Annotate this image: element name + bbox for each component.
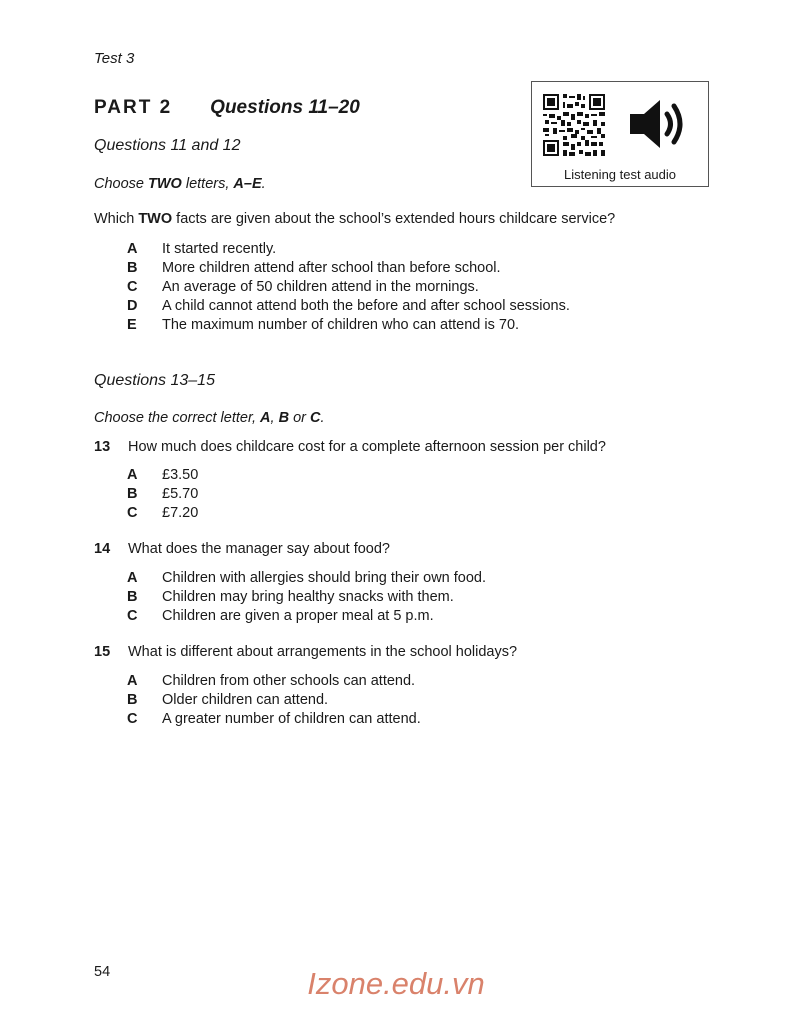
option-letter: C <box>127 505 138 521</box>
section-title-13-15: Questions 13–15 <box>94 372 215 389</box>
option-text: An average of 50 children attend in the mornings. <box>162 279 479 295</box>
option-text: £7.20 <box>162 505 199 521</box>
option-row[interactable] <box>127 710 421 729</box>
option-text: A child cannot attend both the before and after school sessions. <box>162 298 570 314</box>
question-13 <box>94 439 606 455</box>
instruction-bold: B <box>278 410 290 426</box>
option-row[interactable] <box>127 672 421 691</box>
option-letter: A <box>127 241 138 257</box>
option-letter: B <box>127 260 138 276</box>
page-number: 54 <box>94 964 111 980</box>
option-row[interactable] <box>127 607 486 626</box>
qr-code-icon <box>541 92 607 158</box>
option-letter: B <box>127 589 138 605</box>
speaker-icon <box>628 96 690 152</box>
question-text: Which <box>94 211 139 227</box>
option-row[interactable] <box>127 259 570 278</box>
question-number: 14 <box>94 541 111 557</box>
section-title-11-12: Questions 11 and 12 <box>94 137 241 154</box>
option-text: Children from other schools can attend. <box>162 673 416 689</box>
question-text: What is different about arrangements in the school holidays? <box>128 644 518 660</box>
question-15 <box>94 644 517 660</box>
question-text: What does the manager say about food? <box>128 541 390 557</box>
options-11-12 <box>127 240 570 335</box>
instruction-text: . <box>320 410 325 426</box>
option-text: It started recently. <box>162 241 277 257</box>
option-row[interactable] <box>127 504 198 523</box>
question-14 <box>94 541 390 557</box>
option-text: Children with allergies should bring their own food. <box>162 570 487 586</box>
option-row[interactable] <box>127 588 486 607</box>
options-15 <box>127 672 421 729</box>
option-letter: C <box>127 279 138 295</box>
option-row[interactable] <box>127 278 570 297</box>
option-text: Children may bring healthy snacks with them. <box>162 589 454 605</box>
option-row[interactable] <box>127 569 486 588</box>
instruction-11-12 <box>94 176 266 192</box>
option-text: More children attend after school than before school. <box>162 260 501 276</box>
test-label: Test 3 <box>94 50 135 67</box>
option-text: The maximum number of children who can attend is 70. <box>162 317 520 333</box>
question-number: 15 <box>94 644 111 660</box>
instruction-bold: A–E <box>233 176 262 192</box>
instruction-text: Choose <box>94 176 149 192</box>
option-text: Older children can attend. <box>162 692 329 708</box>
option-letter: E <box>127 317 137 333</box>
option-row[interactable] <box>127 466 198 485</box>
option-letter: A <box>127 467 138 483</box>
option-letter: D <box>127 298 138 314</box>
option-letter: A <box>127 673 138 689</box>
option-row[interactable] <box>127 485 198 504</box>
question-text: facts are given about the school’s extended hours childcare service? <box>172 211 616 227</box>
option-letter: B <box>127 486 138 502</box>
option-letter: C <box>127 711 138 727</box>
part-heading <box>94 97 360 119</box>
instruction-13-15 <box>94 410 325 426</box>
option-text: A greater number of children can attend. <box>162 711 421 727</box>
option-row[interactable] <box>127 316 570 335</box>
option-text: £5.70 <box>162 486 199 502</box>
options-14 <box>127 569 486 626</box>
instruction-bold: TWO <box>148 176 182 192</box>
option-letter: B <box>127 692 138 708</box>
question-11-12 <box>94 211 615 227</box>
option-row[interactable] <box>127 691 421 710</box>
instruction-text: Choose the correct letter, <box>94 410 261 426</box>
instruction-text: letters, <box>181 176 234 192</box>
instruction-text: , <box>270 410 279 426</box>
option-letter: A <box>127 570 138 586</box>
option-letter: C <box>127 608 138 624</box>
instruction-text: . <box>261 176 266 192</box>
watermark: Izone.edu.vn <box>307 966 485 1001</box>
instruction-bold: A <box>260 410 271 426</box>
option-text: £3.50 <box>162 467 199 483</box>
question-range: Questions 11–20 <box>210 97 360 118</box>
options-13 <box>127 466 198 523</box>
audio-box[interactable] <box>531 81 709 187</box>
option-text: Children are given a proper meal at 5 p.m. <box>162 608 434 624</box>
option-row[interactable] <box>127 240 570 259</box>
part-label: PART 2 <box>94 97 173 118</box>
question-text: How much does childcare cost for a complete afternoon session per child? <box>128 439 606 455</box>
question-bold: TWO <box>138 211 173 227</box>
instruction-text: or <box>289 410 311 426</box>
instruction-bold: C <box>310 410 321 426</box>
audio-caption: Listening test audio <box>563 167 677 182</box>
option-row[interactable] <box>127 297 570 316</box>
question-number: 13 <box>94 439 111 455</box>
